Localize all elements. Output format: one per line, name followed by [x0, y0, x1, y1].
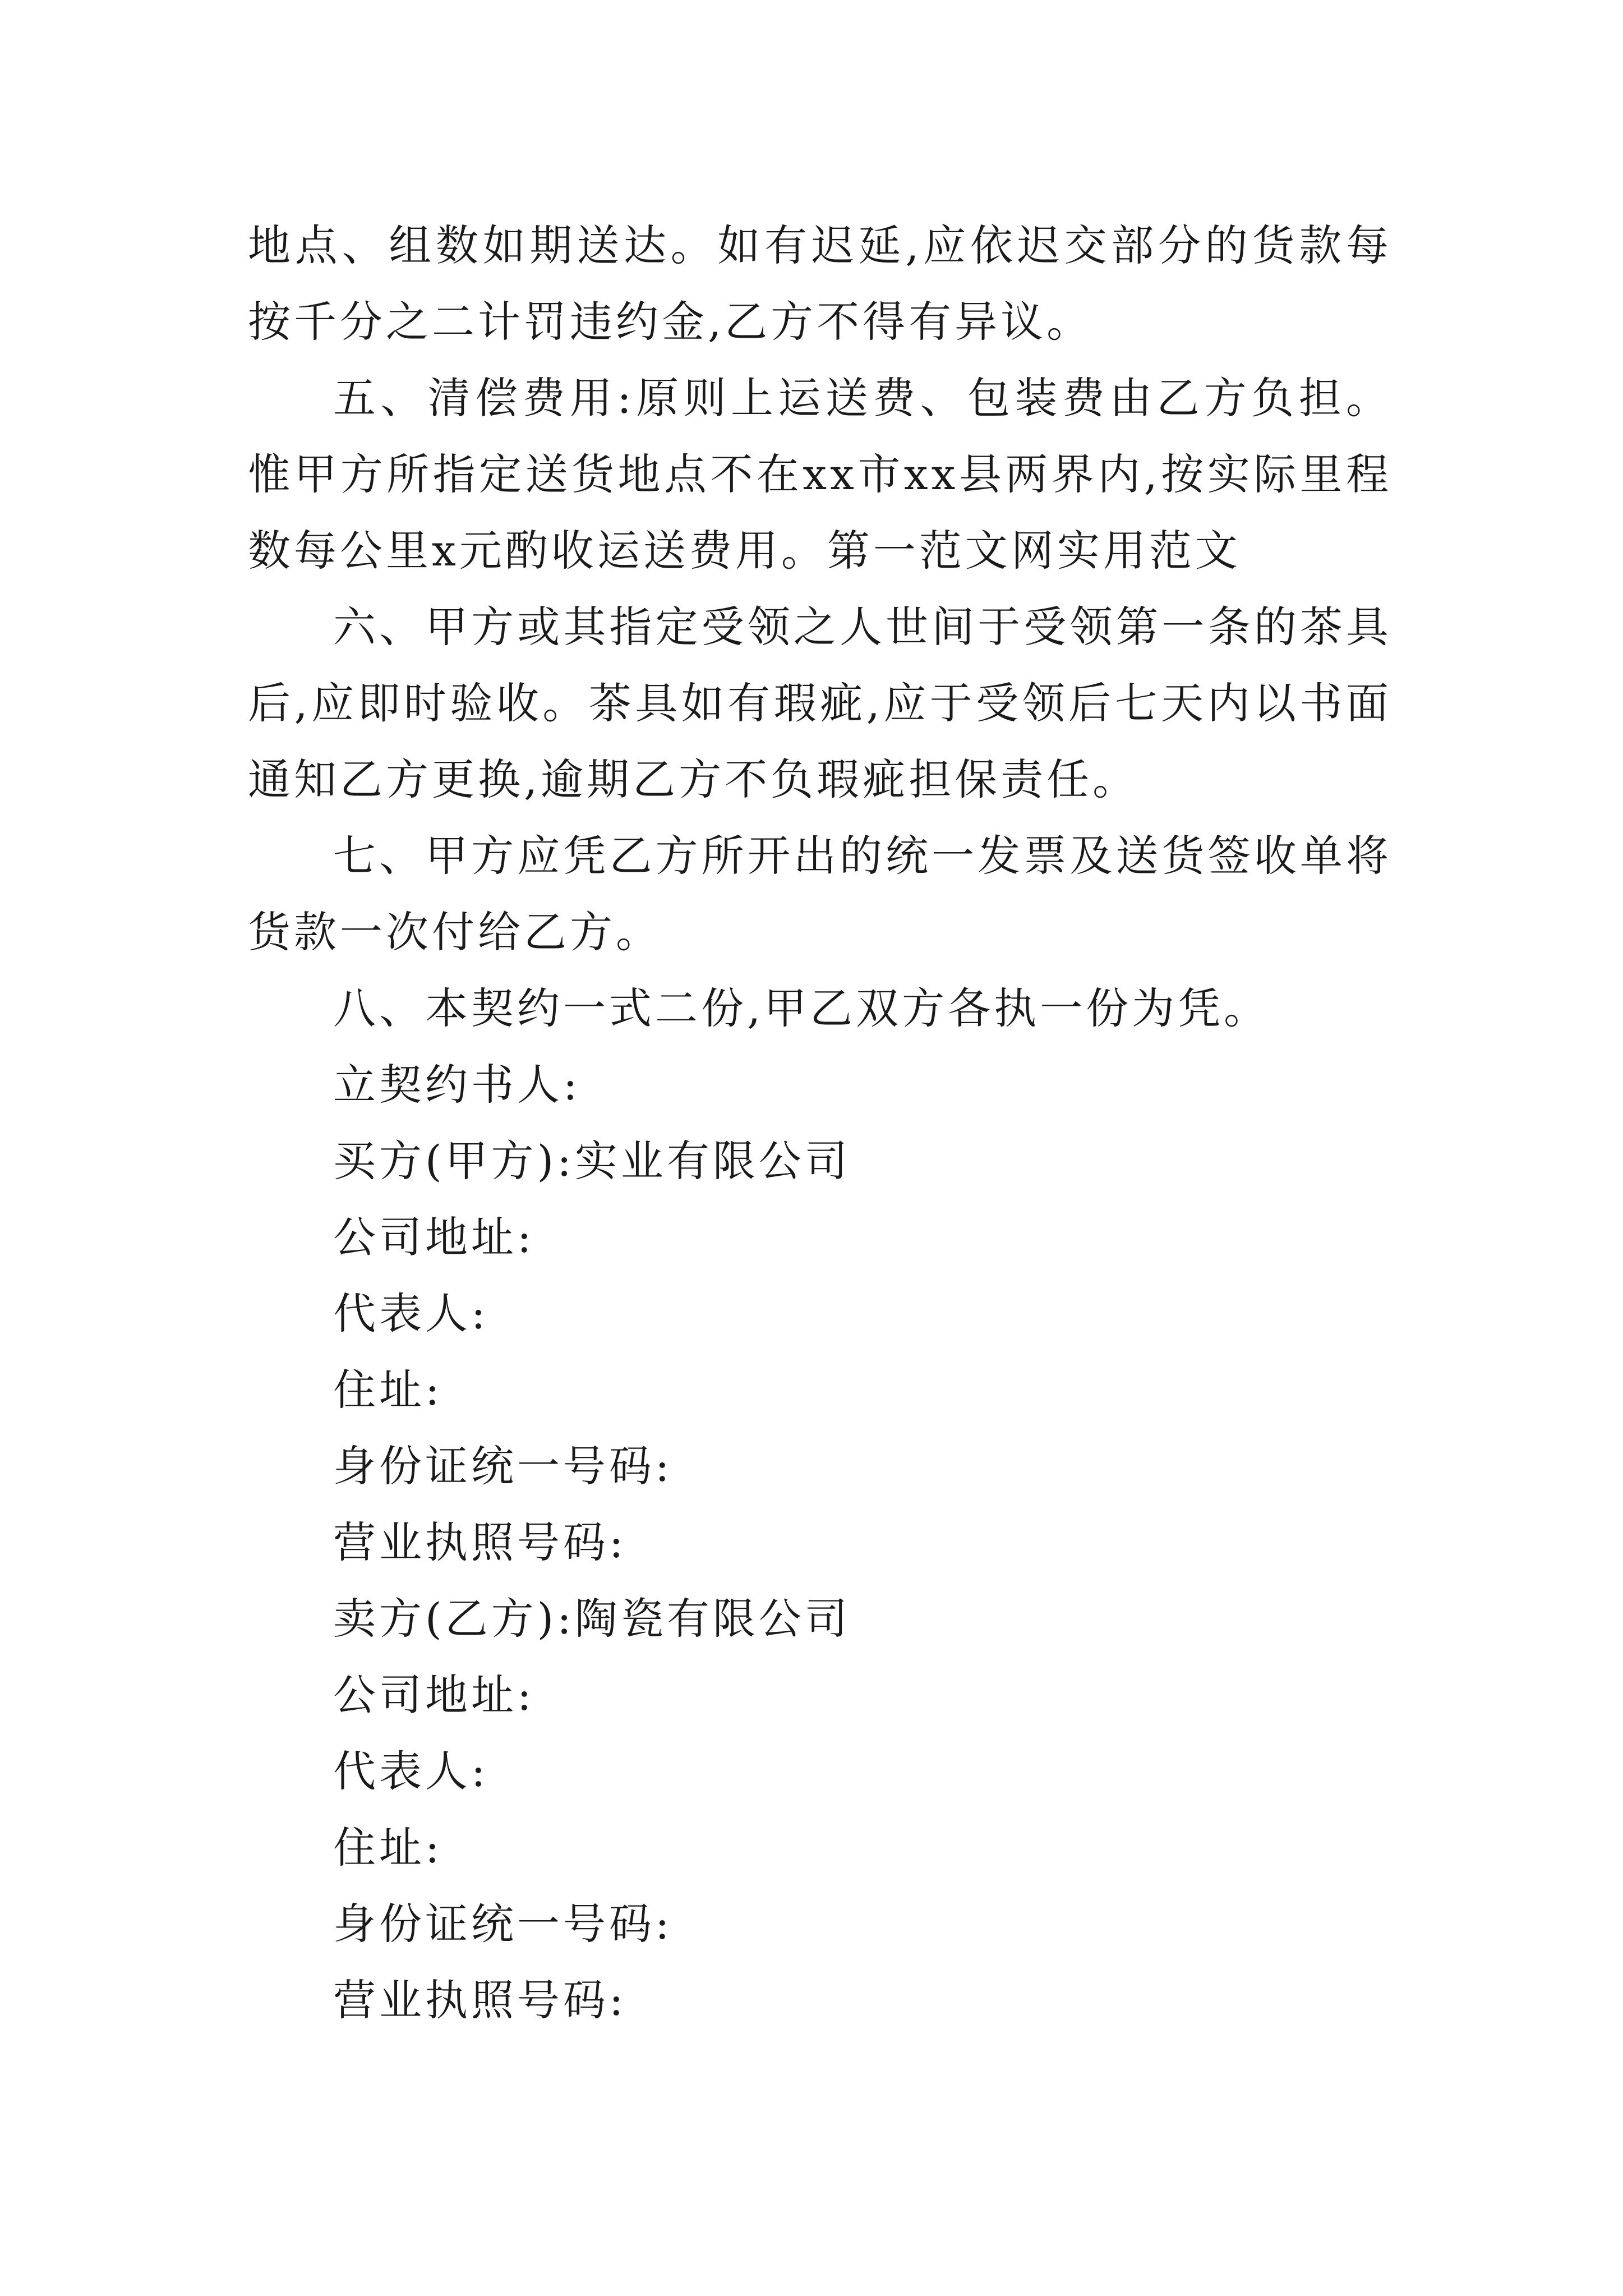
- paragraph-continuation: 地点、组数如期送达。如有迟延,应依迟交部分的货款每按千分之二计罚违约金,乙方不得有异议。: [248, 220, 1392, 347]
- paragraph-clause-6: 六、甲方或其指定受领之人世间于受领第一条的茶具后,应即时验收。茶具如有瑕疵,应于受领后七天内以书面通知乙方更换,逾期乙方不负瑕疵担保责任。: [248, 602, 1392, 804]
- seller-id-number: 身份证统一号码:: [333, 1899, 673, 1949]
- seller-license: 营业执照号码:: [333, 1975, 627, 2025]
- seller-representative: 代表人:: [333, 1746, 489, 1796]
- signature-header: 立契约书人:: [333, 1060, 581, 1110]
- buyer-id-number: 身份证统一号码:: [333, 1441, 673, 1491]
- buyer-residence: 住址:: [333, 1365, 443, 1415]
- buyer-license: 营业执照号码:: [333, 1517, 627, 1567]
- document-body: [248, 208, 1392, 2039]
- seller-address: 公司地址:: [333, 1670, 535, 1720]
- paragraph-clause-5: 五、清偿费用:原则上运送费、包装费由乙方负担。惟甲方所指定送货地点不在xx市xx县两界内,按实际里程数每公里x元酌收运送费用。第一范文网实用范文: [248, 373, 1392, 576]
- seller-block: [248, 1581, 1392, 2039]
- seller-title: 卖方(乙方):陶瓷有限公司: [333, 1594, 851, 1644]
- seller-residence: 住址:: [333, 1823, 443, 1872]
- buyer-address: 公司地址:: [333, 1212, 535, 1262]
- paragraph-clause-8: 八、本契约一式二份,甲乙双方各执一份为凭。: [333, 983, 1270, 1033]
- buyer-title: 买方(甲方):实业有限公司: [333, 1136, 851, 1186]
- buyer-representative: 代表人:: [333, 1289, 489, 1338]
- paragraph-clause-7: 七、甲方应凭乙方所开出的统一发票及送货签收单将货款一次付给乙方。: [248, 831, 1392, 957]
- buyer-block: [248, 1123, 1392, 1581]
